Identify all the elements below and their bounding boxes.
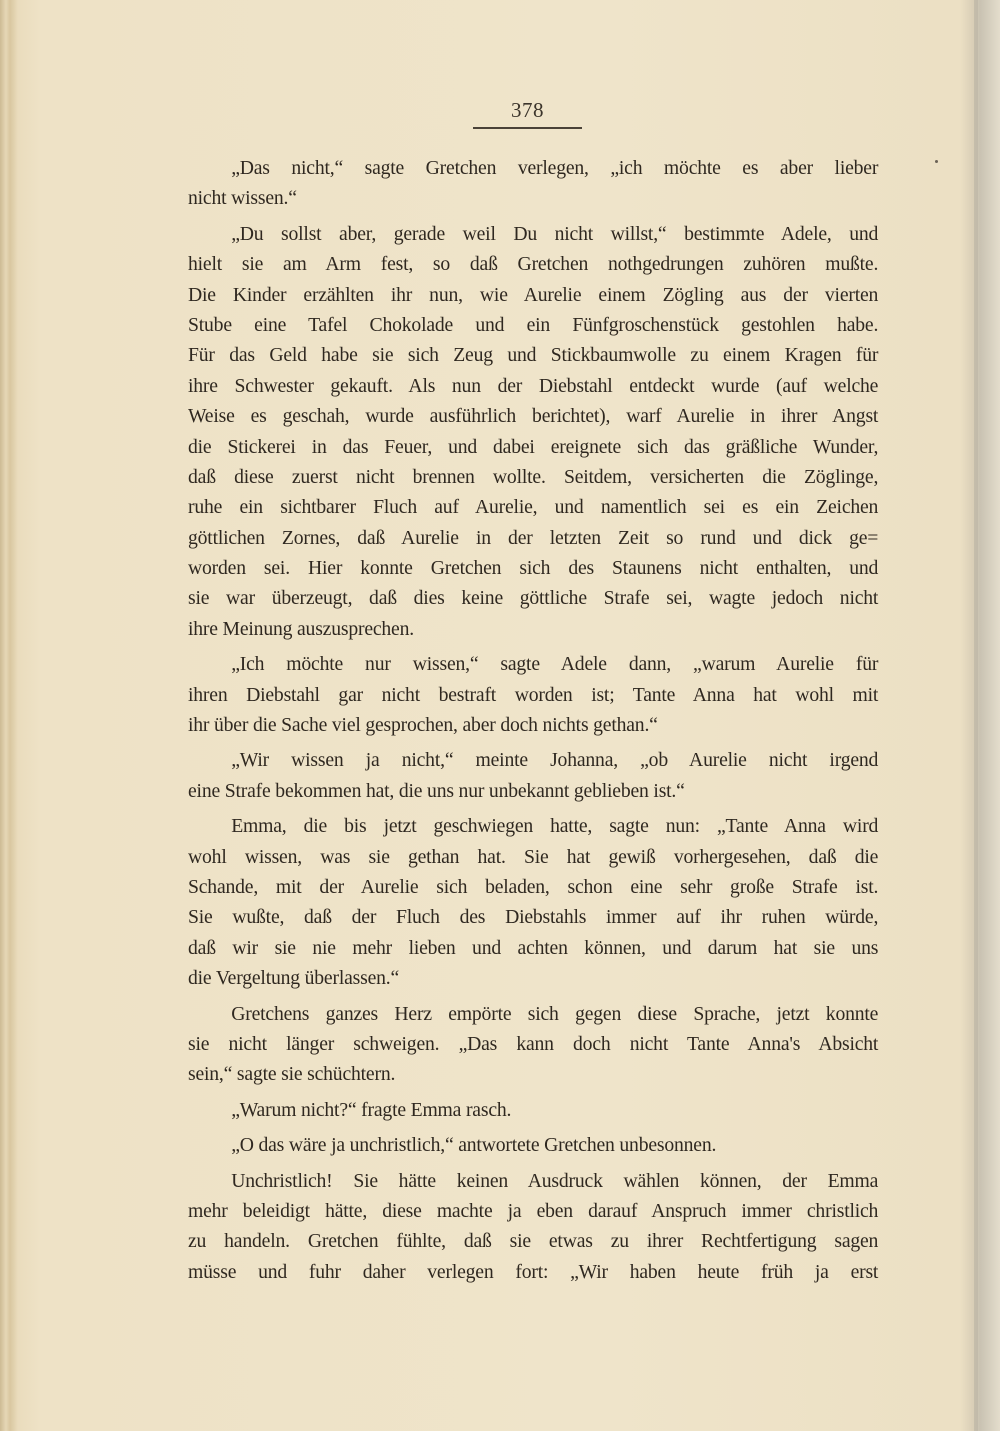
text-line: müsse und fuhr daher verlegen fort: „Wir haben heute früh ja erst	[188, 1260, 879, 1283]
text-line: daß diese zuerst nicht brennen wollte. Seitdem, versicherten die Zöglinge,	[188, 465, 879, 488]
text-line: worden sei. Hier konnte Gretchen sich des Staunens nicht enthalten, und	[188, 557, 879, 580]
text-line: wohl wissen, was sie gethan hat. Sie hat gewiß vorhergesehen, daß die	[188, 845, 879, 868]
text-line: zu handeln. Gretchen fühlte, daß sie etwas zu ihrer Rechtfertigung sagen	[188, 1230, 879, 1253]
text-line: ruhe ein sichtbarer Fluch auf Aurelie, und namentlich sei es ein Zeichen	[188, 496, 879, 519]
text-line: ihre Schwester gekauft. Als nun der Diebstahl entdeckt wurde (auf welche	[188, 374, 879, 397]
text-line: „Wir wissen ja nicht,“ meinte Johanna, „ob Aurelie nicht irgend	[231, 749, 879, 772]
paragraph	[188, 649, 878, 740]
paragraph	[188, 219, 878, 644]
text-line: ihr über die Sache viel gesprochen, aber doch nichts gethan.“	[188, 714, 658, 737]
page-number-rule	[473, 127, 582, 129]
page-number: 378	[511, 98, 544, 122]
text-line: göttlichen Zornes, daß Aurelie in der letzten Zeit so rund und dick ge=	[188, 526, 879, 549]
paragraph	[188, 811, 878, 993]
paragraph	[188, 1130, 878, 1160]
text-line: Schande, mit der Aurelie sich beladen, schon eine sehr große Strafe ist.	[188, 875, 879, 898]
speck	[935, 160, 938, 163]
text-line: die Vergeltung überlassen.“	[188, 967, 400, 990]
paragraph	[188, 153, 878, 214]
body-text	[188, 153, 878, 1292]
text-line: ihren Diebstahl gar nicht bestraft worden ist; Tante Anna hat wohl mit	[188, 683, 879, 706]
paragraph	[188, 745, 878, 806]
text-line: ihre Meinung auszusprechen.	[188, 617, 414, 640]
text-line: eine Strafe bekommen hat, die uns nur unbekannt geblieben ist.“	[188, 779, 685, 802]
text-line: die Stickerei in das Feuer, und dabei ereignete sich das gräßliche Wunder,	[188, 435, 879, 458]
text-line: nicht wissen.“	[188, 187, 297, 210]
text-line: mehr beleidigt hätte, diese machte ja eben darauf Anspruch immer christlich	[188, 1199, 879, 1222]
text-line: „Ich möchte nur wissen,“ sagte Adele dann, „warum Aurelie für	[231, 653, 879, 676]
page-edge	[974, 0, 978, 1431]
text-line: Emma, die bis jetzt geschwiegen hatte, sagte nun: „Tante Anna wird	[231, 815, 879, 838]
text-line: „Du sollst aber, gerade weil Du nicht willst,“ bestimmte Adele, und	[231, 222, 879, 245]
text-line: Stube eine Tafel Chokolade und ein Fünfgroschenstück gestohlen habe.	[188, 313, 879, 336]
text-line: Gretchens ganzes Herz empörte sich gegen diese Sprache, jetzt konnte	[231, 1002, 879, 1025]
text-line: Sie wußte, daß der Fluch des Diebstahls immer auf ihr ruhen würde,	[188, 906, 879, 929]
text-line: Weise es geschah, wurde ausführlich berichtet), warf Aurelie in ihrer Angst	[188, 405, 879, 428]
text-line: sein,“ sagte sie schüchtern.	[188, 1063, 396, 1086]
text-line: „Warum nicht?“ fragte Emma rasch.	[231, 1098, 512, 1121]
text-line: Die Kinder erzählten ihr nun, wie Aurelie einem Zögling aus der vierten	[188, 283, 879, 306]
text-line: hielt sie am Arm fest, so daß Gretchen nothgedrungen zuhören mußte.	[188, 253, 879, 276]
paragraph	[188, 999, 878, 1090]
text-line: „O das wäre ja unchristlich,“ antwortete Gretchen unbesonnen.	[231, 1134, 717, 1157]
text-line: sie war überzeugt, daß dies keine göttliche Strafe sei, wagte jedoch nicht	[188, 587, 879, 610]
text-line: Für das Geld habe sie sich Zeug und Stickbaumwolle zu einem Kragen für	[188, 344, 879, 367]
text-line: „Das nicht,“ sagte Gretchen verlegen, „ich möchte es aber lieber	[231, 157, 879, 179]
paragraph	[188, 1166, 878, 1288]
text-line: daß wir sie nie mehr lieben und achten können, und darum hat sie uns	[188, 936, 879, 959]
text-line: sie nicht länger schweigen. „Das kann doch nicht Tante Anna's Absicht	[188, 1032, 879, 1055]
text-line: Unchristlich! Sie hätte keinen Ausdruck wählen können, der Emma	[231, 1169, 879, 1192]
paragraph	[188, 1095, 878, 1125]
